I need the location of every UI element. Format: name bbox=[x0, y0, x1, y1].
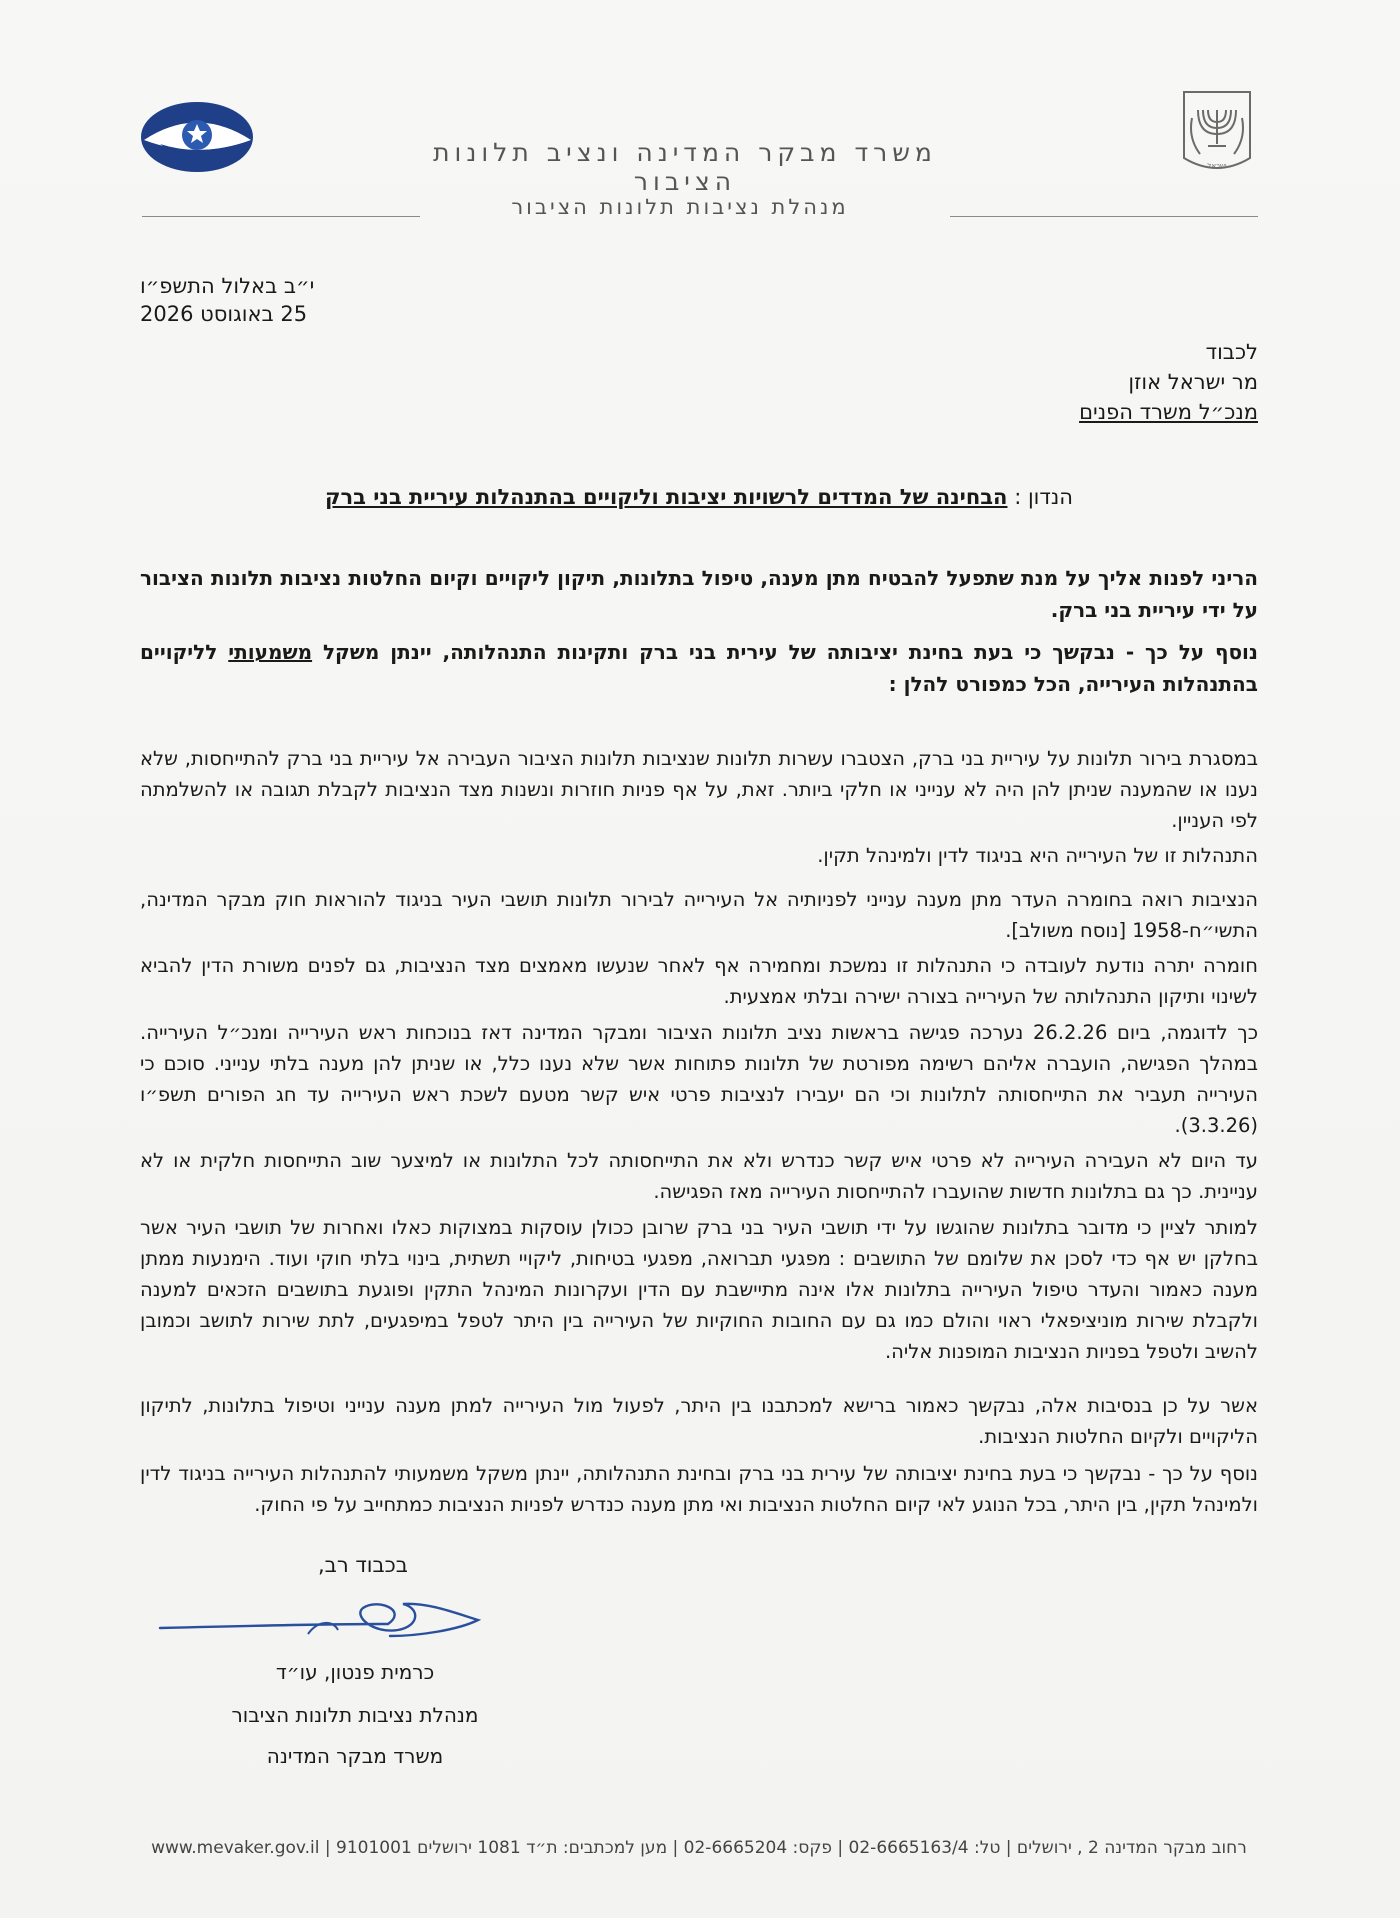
gregorian-date: 25 באוגוסט 2026 bbox=[140, 302, 308, 326]
paragraph-5: הנציבות רואה בחומרה העדר מתן מענה ענייני לפניותיה אל העירייה לבירור תלונות תושבי העיר בניגוד להוראות חוק מבקר המדינה, התשי״ח-1958 [נוסח משולב]. bbox=[140, 888, 1258, 942]
hebrew-date: י״ב באלול התשפ״ו bbox=[140, 274, 315, 298]
paragraph-7: כך לדוגמה, ביום 26.2.26 נערכה פגישה בראשות נציב תלונות הציבור ומבקר המדינה דאז בנוכחות ראש העירייה ומנכ״ל העירייה. במהלך הפגישה, הועברה אליהם רשימה מפורטת של תלונות פתוחות אשר שלא נענו כלל, או שניתן להן מענה בלתי ענייני. סוכם כי העירייה תעביר את התייחסותה לתלונות וכי הם יעבירו לנציבות פרטי איש קשר מטעם לשכת ראש העירייה עד חג הפורים תשפ״ו (3.3.26). bbox=[140, 1021, 1258, 1137]
signatory-org: משרד מבקר המדינה bbox=[266, 1744, 444, 1768]
paragraph-2-emphasis: משמעותי bbox=[228, 640, 313, 664]
footer-contact: רחוב מבקר המדינה 2 , ירושלים | טל: 02-6665163/4 | פקס: 02-6665204 | מען למכתבים: ת״ד 1081 ירושלים 9101001 | www.mevaker.gov.il bbox=[151, 1838, 1247, 1858]
dept-name: מנהלת נציבות תלונות הציבור bbox=[511, 195, 849, 219]
handwritten-signature bbox=[158, 1590, 498, 1650]
header-divider-right bbox=[950, 216, 1258, 217]
paragraph-2-end: לליקויים בהתנהלות העירייה, הכל כמפורט להלן : bbox=[140, 640, 1258, 696]
header-divider-left bbox=[142, 216, 420, 217]
paragraph-1: הריני לפנות אליך על מנת שתפעל להבטיח מתן מענה, טיפול בתלונות, תיקון ליקויים וקיום החלטות נציבות תלונות הציבור על ידי עיריית בני ברק. bbox=[140, 566, 1258, 622]
paragraph-2-start: נוסף על כך - נבקשך כי בעת בחינת יציבותה של עירית בני ברק ותקינות התנהלותה, יינתן משקל bbox=[312, 640, 1258, 664]
paragraph-2 bbox=[140, 636, 1258, 700]
svg-text:ישראל: ישראל bbox=[1207, 162, 1227, 170]
paragraph-11: נוסף על כך - נבקשך כי בעת בחינת יציבותה של עירית בני ברק ובחינת התנהלותה, יינתן משקל משמעותי להתנהלות העירייה בניגוד לדין ולמינהל תקין, בין היתר, בכל הנוגע לאי קיום החלטות הנציבות ואי מתן מענה כנדרש לפניות הנציבות כמתחייב על פי החוק. bbox=[140, 1462, 1258, 1516]
state-comptroller-eye-logo bbox=[140, 100, 255, 175]
addressee-title: מנכ״ל משרד הפנים bbox=[1079, 400, 1258, 424]
paragraph-9: למותר לציין כי מדובר בתלונות שהוגשו על ידי תושבי העיר בני ברק שרובן ככולן עוסקות במצוקות כאלו ואחרות של תושבי העיר אשר בחלקן יש אף כדי לסכן את שלומם של התושבים : מפגעי תברואה, מפגעי בטיחות, ליקויי תשתית, בינוי בלתי חוקי ועוד. הימנעות ממתן מענה כאמור והעדר טיפול העירייה בתלונות אלו אינה מתיישבת עם הדין ועקרונות המינהל התקין ופוגעת בתושבים הזכאים למענה ולקבלת שירות מוניציפאלי ראוי והולם כמו גם עם החובות החוקיות של העירייה בין היתר לטפל במיפגעים, לתת שירות לתושב וכמובן להשיב ולטפל בפניות הנציבות המופנות אליה. bbox=[140, 1216, 1258, 1363]
paragraph-10: אשר על כן בנסיבות אלה, נבקשך כאמור ברישא למכתבנו בין היתר, לפעול מול העירייה למתן מענה ענייני וטיפול בתלונות, לתיקון הליקויים ולקיום החלטות הנציבות. bbox=[140, 1394, 1258, 1448]
state-of-israel-emblem bbox=[1178, 88, 1256, 180]
signatory-role: מנהלת נציבות תלונות הציבור bbox=[231, 1703, 479, 1727]
closing: בכבוד רב, bbox=[318, 1553, 408, 1577]
addressee-name: מר ישראל אוזן bbox=[1128, 370, 1258, 394]
org-name: משרד מבקר המדינה ונציב תלונות הציבור bbox=[433, 138, 937, 196]
paragraph-6: חומרה יתרה נודעת לעובדה כי התנהלות זו נמשכת ומחמירה אף לאחר שנעשו מאמצים מצד הנציבות, גם לפנים משורת הדין להביא לשינוי ותיקון התנהלותה של העירייה בצורה ישירה ובלתי אמצעית. bbox=[140, 954, 1258, 1008]
paragraph-3: במסגרת בירור תלונות על עיריית בני ברק, הצטברו עשרות תלונות שנציבות תלונות הציבור העבירה אל עיריית בני ברק להתייחסות, שלא נענו או שהמענה שניתן להן היה לא ענייני או חלקי ביותר. זאת, על אף פניות חוזרות ונשנות מצד הנציבות לקבלת תגובה או להשלמתה לפי העניין. bbox=[140, 747, 1258, 832]
subject-label: הנדון : bbox=[1014, 485, 1073, 509]
paragraph-8: עד היום לא העבירה העירייה לא פרטי איש קשר כנדרש ולא את התייחסותה לכל התלונות או למיצער שוב התייחסות חלקית או לא עניינית. כך גם בתלונות חדשות שהועברו להתייחסות העירייה מאז הפגישה. bbox=[140, 1149, 1258, 1203]
signatory-name: כרמית פנטון, עו״ד bbox=[275, 1660, 435, 1684]
paragraph-4: התנהלות זו של העירייה היא בניגוד לדין ולמינהל תקין. bbox=[817, 844, 1258, 867]
subject-text: הבחינה של המדדים לרשויות יציבות וליקויים בהתנהלות עיריית בני ברק bbox=[325, 485, 1008, 509]
subject-line bbox=[140, 485, 1258, 509]
addressee-salutation: לכבוד bbox=[1205, 340, 1258, 364]
